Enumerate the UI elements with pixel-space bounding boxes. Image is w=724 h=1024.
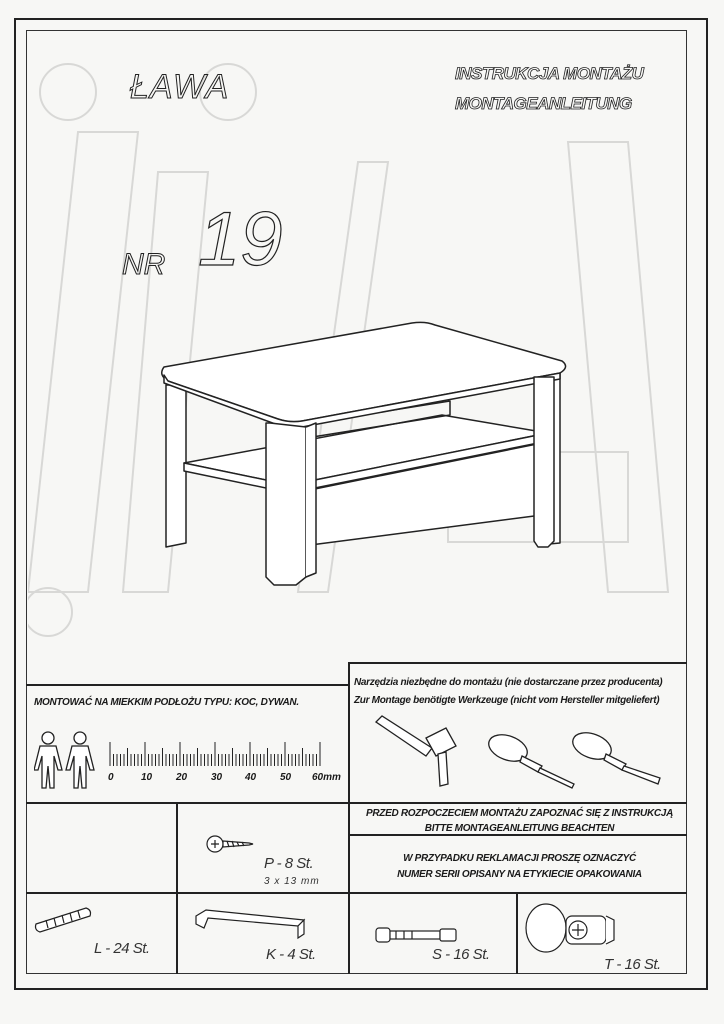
ruler-tick-label: 50 <box>280 772 292 783</box>
hammer-icon <box>372 712 464 792</box>
part-s-label: S - 16 St. <box>432 946 490 963</box>
part-p-size: 3 x 13 mm <box>264 876 320 887</box>
tools-note-de: Zur Montage benötigte Werkzeuge (nicht vom Hersteller mitgeliefert) <box>354 695 660 706</box>
two-persons-icon <box>34 730 100 790</box>
part-k-label: K - 4 St. <box>266 946 316 963</box>
part-l-label: L - 24 St. <box>94 940 150 957</box>
instructions-heading-de: MONTAGEANLEITUNG <box>455 94 632 113</box>
instructions-heading-pl: INSTRUKCJA MONTAŻU <box>455 64 644 83</box>
ruler-tick-label: 30 <box>211 772 223 783</box>
ruler-tick-label: 40 <box>245 772 257 783</box>
screw-icon <box>205 832 255 856</box>
complaint-note-line2: NUMER SERII OPISANY NA ETYKIECIE OPAKOWANIA <box>397 869 642 880</box>
ruler-tick-label: 20 <box>176 772 188 783</box>
coffee-table-drawing <box>150 315 580 595</box>
part-p-label: P - 8 St. <box>264 855 314 872</box>
connector-bolt-icon <box>374 922 464 948</box>
bracket-icon <box>192 906 312 940</box>
model-number-label: NR <box>122 248 166 281</box>
ruler-tick-label: 0 <box>108 772 114 783</box>
dowel-icon <box>30 904 96 934</box>
ruler-tick-label: 60mm <box>312 772 341 783</box>
read-instructions-de: BITTE MONTAGEANLEITUNG BEACHTEN <box>424 823 615 834</box>
model-number-value: 19 <box>198 197 283 282</box>
ruler-scale <box>108 740 322 768</box>
screwdriver-phillips-icon <box>570 728 670 788</box>
soft-surface-note: MONTOWAĆ NA MIEKKIM PODŁOŻU TYPU: KOC, DYWAN. <box>34 697 299 708</box>
product-title: ŁAWA <box>130 68 230 106</box>
tools-note-pl: Narzędzia niezbędne do montażu (nie dostarczane przez producenta) <box>354 677 663 688</box>
complaint-note-line1: W PRZYPADKU REKLAMACJI PROSZĘ OZNACZYĆ <box>403 853 636 864</box>
read-instructions-pl: PRZED ROZPOCZECIEM MONTAŻU ZAPOZNAĆ SIĘ Z INSTRUKCJĄ <box>366 808 673 819</box>
ruler-tick-label: 10 <box>141 772 153 783</box>
part-t-label: T - 16 St. <box>604 956 661 973</box>
cam-lock-icon <box>522 900 622 956</box>
